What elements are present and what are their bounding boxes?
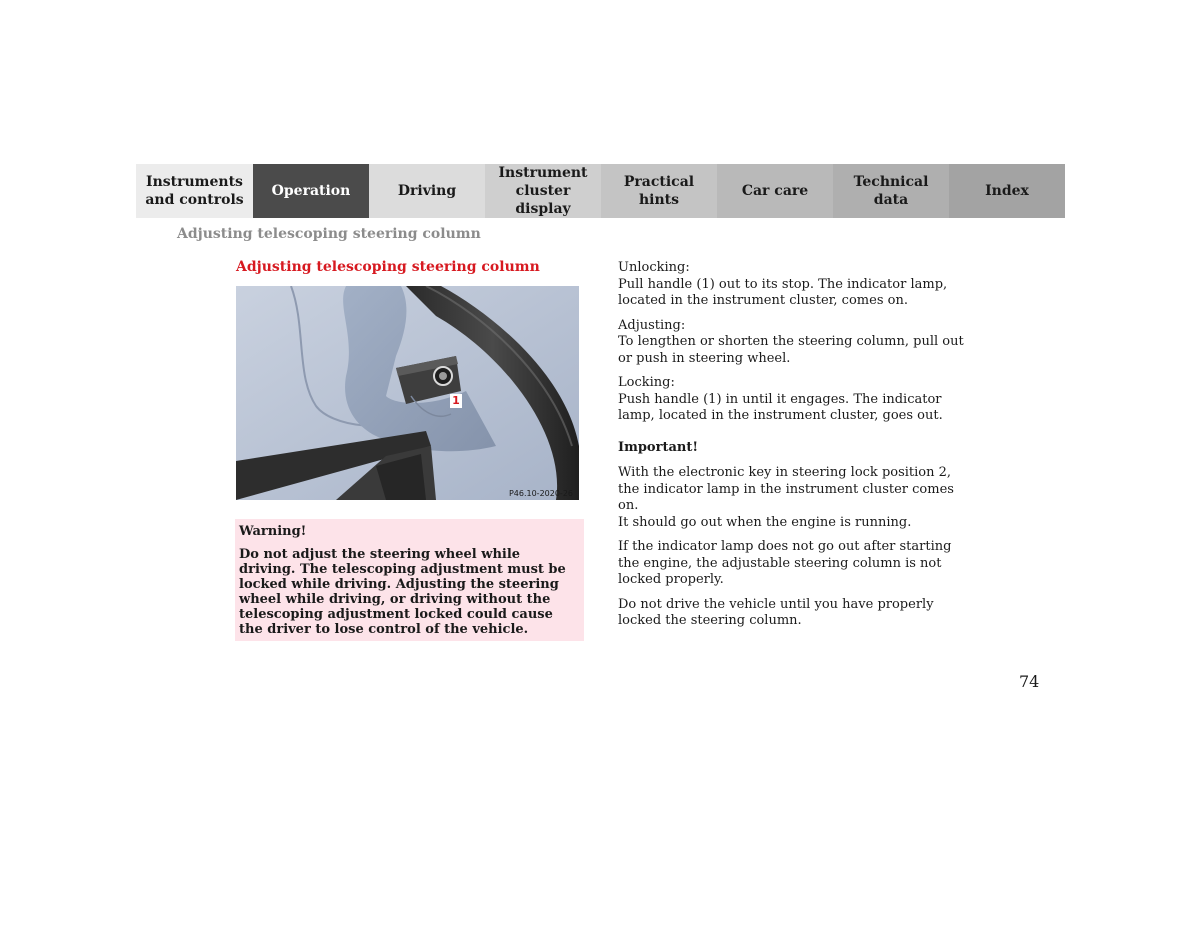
instructions <box>618 260 968 638</box>
lamp-text: If the indicator lamp does not go out after starting the engine, the adjustable steering column is not locked properly. <box>618 539 952 587</box>
figure-code: P46.10-2020-26 <box>508 489 573 498</box>
chapter-tabs <box>136 164 1065 218</box>
adjusting-label: Adjusting: <box>618 317 686 333</box>
warning-text: Do not adjust the steering wheel while driving. The telescoping adjustment must be locked while driving. Adjusting the steering wheel while driving, or driving without the telescoping adjustment locked could cause the driver to lose control of the vehicle. <box>239 547 566 637</box>
drive-text: Do not drive the vehicle until you have properly locked the steering column. <box>618 596 934 628</box>
tab-driving[interactable]: Driving <box>369 164 485 218</box>
tab-technical-data[interactable]: Technical data <box>833 164 949 218</box>
tab-index[interactable]: Index <box>949 164 1065 218</box>
unlocking-text: Pull handle (1) out to its stop. The indicator lamp, located in the instrument cluster, comes on. <box>618 276 948 308</box>
page-title: Adjusting telescoping steering column <box>236 259 540 275</box>
tab-instrument-cluster-display[interactable]: Instrument cluster display <box>485 164 601 218</box>
page-number: 74 <box>1019 672 1040 691</box>
tab-practical-hints[interactable]: Practical hints <box>601 164 717 218</box>
important-text-2: It should go out when the engine is running. <box>618 514 912 530</box>
important-heading: Important! <box>618 439 699 455</box>
warning-box <box>235 519 584 641</box>
locking-label: Locking: <box>618 375 675 390</box>
tab-instruments-and-controls[interactable]: Instruments and controls <box>136 164 253 218</box>
steering-column-drawing <box>236 286 579 500</box>
steering-column-illustration <box>236 286 579 500</box>
callout-1: 1 <box>450 394 462 408</box>
important-text-1: With the electronic key in steering lock position 2, the indicator lamp in the instrument cluster comes on. <box>618 465 954 513</box>
unlocking-label: Unlocking: <box>618 260 690 275</box>
tab-car-care[interactable]: Car care <box>717 164 833 218</box>
warning-title: Warning! <box>239 524 307 539</box>
section-header: Adjusting telescoping steering column <box>177 226 481 242</box>
tab-operation[interactable]: Operation <box>253 164 369 218</box>
locking-text: Push handle (1) in until it engages. The indicator lamp, located in the instrument cluster, goes out. <box>618 391 943 423</box>
adjusting-text: To lengthen or shorten the steering column, pull out or push in steering wheel. <box>618 334 964 366</box>
